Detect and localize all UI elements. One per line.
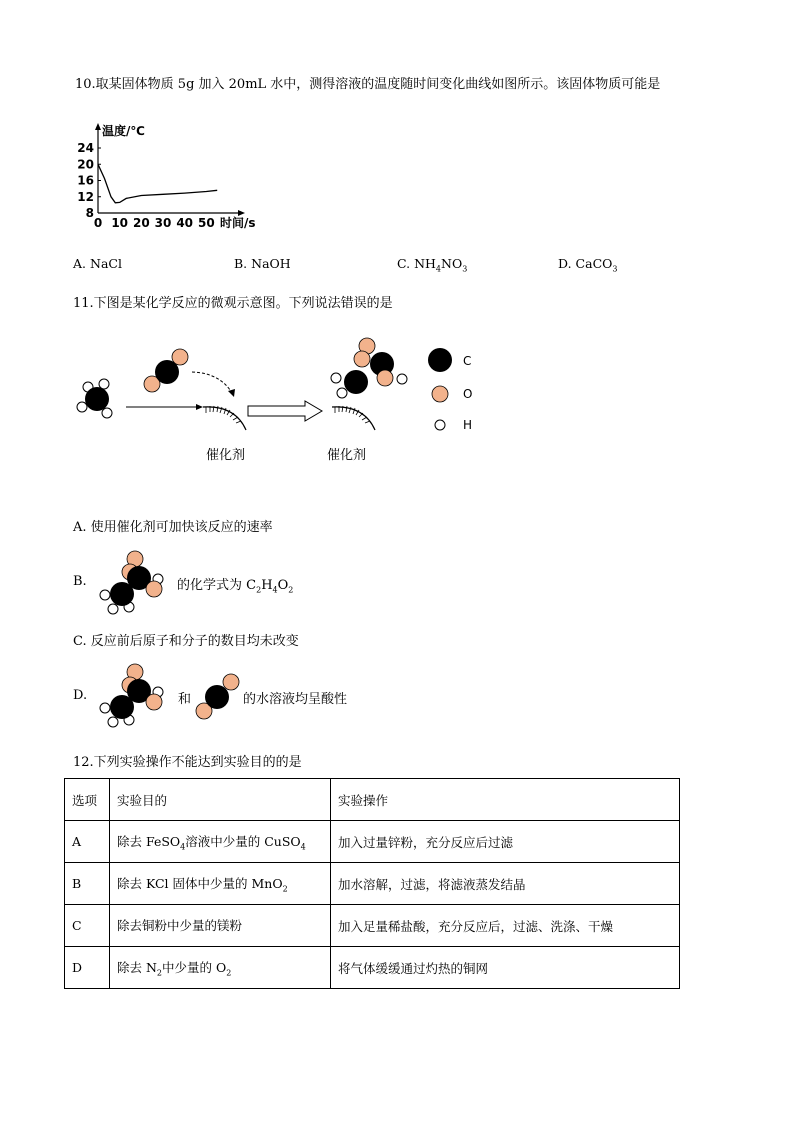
header-purpose: 实验目的	[110, 779, 331, 821]
q10-option-d: D. CaCO$_3$	[558, 256, 618, 274]
q11-option-d-molecule-2	[194, 668, 244, 724]
legend-hydrogen-label: H	[463, 418, 473, 432]
y-tick-label: 24	[77, 141, 94, 155]
q11-option-d-text: 的水溶液均呈酸性	[243, 692, 348, 707]
temperature-chart	[70, 120, 275, 232]
arrow-icon	[196, 404, 203, 410]
q11-option-c: C. 反应前后原子和分子的数目均未改变	[73, 634, 299, 649]
table-row	[65, 821, 680, 863]
row-action: 加入足量稀盐酸，充分反应后，过滤、洗涤、干燥	[331, 905, 680, 947]
reactant-molecule-co	[144, 349, 188, 392]
y-tick-label: 8	[85, 206, 94, 220]
legend-oxygen-swatch	[432, 386, 448, 402]
q10-option-a: A. NaCl	[73, 256, 122, 271]
q10-option-c: C. $NH_4NO_3$	[397, 256, 468, 274]
q11-option-d-molecule-1	[95, 660, 175, 730]
catalyst-label-2: 催化剂	[327, 448, 367, 463]
reaction-diagram	[70, 335, 490, 470]
block-arrow-icon	[248, 401, 322, 421]
row-action: 加入过量锌粉，充分反应后过滤	[331, 821, 680, 863]
q11-option-a: A. 使用催化剂可加快该反应的速率	[73, 520, 273, 535]
y-tick-label: 12	[77, 189, 94, 204]
legend-oxygen-label: O	[463, 387, 473, 401]
x-tick-label: 50	[197, 216, 215, 230]
row-action: 将气体缓缓通过灼热的铜网	[331, 947, 680, 989]
q11-option-b-label: B.	[73, 574, 87, 589]
y-axis-label: 温度/℃	[102, 124, 145, 138]
q11-option-d-and: 和	[178, 692, 192, 707]
header-action: 实验操作	[331, 779, 680, 821]
row-option: A	[65, 821, 110, 863]
legend-carbon-swatch	[428, 348, 452, 372]
y-tick-label: 20	[77, 157, 94, 172]
y-axis-arrow-icon	[95, 123, 101, 130]
temperature-series-line	[98, 164, 217, 203]
table-row	[65, 905, 680, 947]
table-row	[65, 947, 680, 989]
q10-stem: 10.取某固体物质 5g 加入 20mL 水中，测得溶液的温度随时间变化曲线如图所示。该固体物质可能是	[75, 77, 661, 92]
row-purpose: 除去铜粉中少量的镁粉	[110, 905, 331, 947]
catalyst-surface-2	[332, 406, 375, 430]
row-purpose: 除去 KCl 固体中少量的 MnO$_2$	[110, 863, 331, 905]
q11-option-b-text: 的化学式为 $C_2H_4O_2$	[177, 578, 294, 595]
q12-stem: 12.下列实验操作不能达到实验目的的是	[73, 755, 302, 770]
x-tick-label: 40	[176, 216, 194, 230]
x-axis-label: 时间/s	[220, 216, 256, 230]
x-tick-label: 10	[111, 216, 129, 230]
x-tick-label: 0	[93, 216, 103, 230]
experiment-table	[64, 778, 680, 989]
q11-option-b-molecule	[95, 548, 175, 618]
catalyst-label-1: 催化剂	[206, 448, 246, 463]
row-action: 加水溶解，过滤，将滤液蒸发结晶	[331, 863, 680, 905]
legend	[428, 348, 472, 432]
row-purpose: 除去 $N_2$中少量的 $O_2$	[110, 947, 331, 989]
header-option: 选项	[65, 779, 110, 821]
product-molecule-c2h4o2	[331, 338, 407, 398]
catalyst-surface-1	[203, 406, 246, 430]
q10-option-b: B. NaOH	[234, 256, 291, 271]
legend-hydrogen-swatch	[435, 420, 445, 430]
table-row	[65, 863, 680, 905]
y-tick-label: 16	[77, 173, 94, 188]
table-header-row	[65, 779, 680, 821]
row-option: C	[65, 905, 110, 947]
row-option: B	[65, 863, 110, 905]
q11-option-d-label: D.	[73, 688, 88, 703]
x-tick-label: 30	[154, 216, 172, 230]
row-purpose: 除去 FeSO$_4$溶液中少量的 CuSO$_4$	[110, 821, 331, 863]
legend-carbon-label: C	[463, 354, 472, 368]
reactant-molecule-ch4o	[77, 379, 112, 418]
row-option: D	[65, 947, 110, 989]
x-tick-label: 20	[132, 216, 150, 230]
q11-stem: 11.下图是某化学反应的微观示意图。下列说法错误的是	[73, 296, 393, 311]
